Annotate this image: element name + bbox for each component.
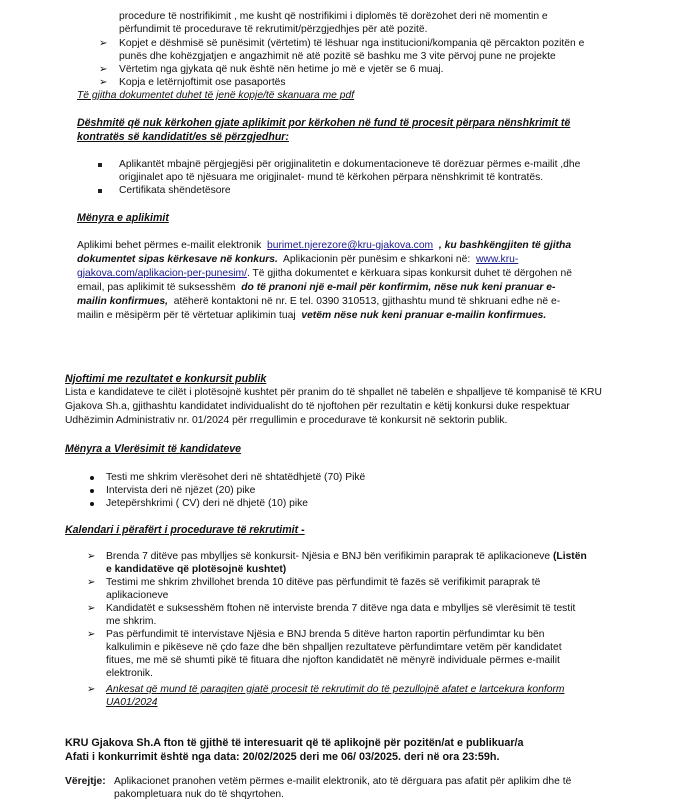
list-item-text: përfundimit të procedurave të rekrutimit/përzgjedhjes për atë pozitë.	[119, 24, 428, 35]
section-heading: Mënyra e aplikimit	[77, 212, 169, 224]
arrow-bullet-icon: ➢	[87, 551, 96, 562]
paragraph-line	[77, 282, 555, 294]
paragraph-line	[77, 310, 546, 322]
section-heading: Kalendari i përafërt i procedurave të rekrutimit -	[65, 524, 305, 536]
note-text: Aplikacionet pranohen vetëm përmes e-mailit elektronik, ato të dërguara pas afatit për aplikim dhe të	[114, 776, 572, 787]
paragraph-line	[77, 254, 518, 266]
arrow-bullet-icon: ➢	[99, 77, 108, 88]
text: . Të gjitha dokumentet e kërkuara sipas konkursit duhet të dërgohen në	[246, 268, 572, 279]
arrow-bullet-icon: ➢	[99, 64, 108, 75]
list-item-text: fitues, me më së shumti pikë të fituara dhe njofton kandidatët në mënyrë individuale përmes e-mailit	[106, 655, 560, 666]
list-item-text: e kandidatëve që plotësojnë kushtet)	[106, 564, 287, 575]
text: Brenda 7 ditëve pas mbylljes së konkursit- Njësia e BNJ bën verifikimin paraprak të aplikacioneve	[106, 551, 551, 562]
section-heading: Mënyra a Vlerësimit të kandidateve	[65, 443, 242, 455]
list-item-text: me shkrim.	[106, 616, 157, 627]
paragraph-line: Lista e kandidateve te cilët i plotësojnë kushtet për pranim do të shpallet në tabelën e shpalljeve të kompanisë të KRU	[65, 387, 602, 398]
arrow-bullet-icon: ➢	[87, 684, 96, 695]
arrow-bullet-icon: ➢	[87, 577, 96, 588]
list-item-text	[106, 551, 587, 563]
text: , ku bashkëngjiten të gjitha	[438, 240, 572, 251]
square-bullet-icon	[98, 189, 102, 193]
note-text: pakompletuara nuk do të shqyrtohen.	[114, 789, 285, 800]
list-item-text: origjinalet apo të njësuara me origjinalet- mund të kërkohen përpara nënshkrimit të kontratës.	[119, 172, 544, 183]
square-bullet-icon	[98, 163, 102, 167]
text: do të pranoni një e-mail për konfirmim, nëse nuk keni pranuar e-	[241, 282, 556, 293]
text: dokumentet sipas kërkesave në konkurs.	[77, 254, 278, 265]
list-item-text: punës dhe kohëzgjatjen e angazhimit në atë pozitë së bashku me 3 vite përvoj pune ne projekte	[119, 51, 556, 62]
list-item-text: Kopjet e dëshmisë së punësimit (vërtetim) të lëshuar nga institucioni/kompania që përcakton pozitën e	[119, 38, 585, 49]
list-item-text: Pas përfundimit të intervistave Njësia e BNJ brenda 5 ditëve harton raportin përfundimtar ku bën	[106, 629, 545, 640]
bullet-dot-icon	[90, 476, 94, 480]
closing-deadline: Afati i konkurrimit është nga data: 20/02/2025 deri me 06/ 03/2025. deri në ora 23:59h.	[65, 751, 500, 763]
text: (Listën	[553, 551, 587, 562]
section-heading: kontratës së kandidatit/es së përzgjedhur:	[77, 131, 289, 143]
text: Aplikimi behet përmes e-mailit elektronik	[77, 240, 262, 251]
list-item-text: Kandidatët e suksesshëm ftohen në interviste brenda 7 ditëve nga data e mbylljes së vlerësimit të testit	[106, 603, 576, 614]
list-item-text: Testimi me shkrim zhvillohet brenda 10 ditëve pas përfundimit të fazës së verifikimit paraprak të	[106, 577, 541, 588]
text: mailin konfirmues,	[77, 296, 168, 307]
list-item-text: Testi me shkrim vlerësohet deri në shtatëdhjetë (70) Pikë	[106, 472, 366, 483]
text: vetëm nëse nuk keni pranuar e-mailin konfirmues.	[301, 310, 547, 321]
paragraph-line: Gjakova Sh.a, gjithashtu kandidatet individualisht do të njoftohen për rezultatin e këtij konkursi duke respektuar	[65, 401, 570, 412]
arrow-bullet-icon: ➢	[87, 629, 96, 640]
list-item-text: Certifikata shëndetësore	[119, 185, 231, 196]
bullet-dot-icon	[90, 502, 94, 506]
list-item-text: Intervista deri në njëzet (20) pike	[106, 485, 256, 496]
section-heading: Dëshmitë që nuk kërkohen gjate aplikimit por kërkohen në fund të procesit përpara nënshkrimit të	[77, 117, 571, 129]
text: atëherë kontaktoni në nr. E tel. 0390 310513, gjithashtu mund të shkruani edhe në e-	[173, 296, 561, 307]
arrow-bullet-icon: ➢	[87, 603, 96, 614]
text: mailin e mësipërm për të vërtetuar aplikimin tuaj	[77, 310, 296, 321]
arrow-bullet-icon: ➢	[99, 38, 108, 49]
note-label: Vërejtje:	[65, 776, 106, 787]
application-link[interactable]: www.kru-	[475, 254, 519, 265]
text: Aplikacionin për punësim e shkarkoni në:	[283, 254, 471, 265]
paragraph-line	[77, 268, 572, 280]
list-item-text: aplikacioneve	[106, 590, 169, 601]
list-item-text: Ankesat që mund të paraqiten gjatë procesit të rekrutimit do të pezullojnë afatet e lartcekura konform	[106, 684, 565, 695]
email-link[interactable]: burimet.njerezore@kru-gjakova.com	[267, 240, 434, 251]
section-heading: Njoftimi me rezultatet e konkursit publik	[65, 373, 267, 385]
list-item-text: Kopja e letërnjoftimit ose pasaportës	[119, 77, 286, 88]
text: email, pas aplikimit të suksesshëm	[77, 282, 236, 293]
list-item-text: Vërtetim nga gjykata që nuk është nën hetime jo më e vjetër se 6 muaj.	[119, 64, 444, 75]
list-item-text: kalkulimin e pikëseve në çdo faze dhe bën shpalljen rezultateve përfundimtare vetëm për kandidatet	[106, 642, 562, 653]
bullet-dot-icon	[90, 489, 94, 493]
list-item-text: Jetepërshkrimi ( CV) deri në dhjetë (10) pike	[106, 498, 309, 509]
paragraph-line	[77, 240, 571, 252]
closing-invitation: KRU Gjakova Sh.A fton të gjithë të interesuarit që të aplikojnë për pozitën/at e publikuar/a	[65, 737, 524, 749]
list-item-text: procedure të nostrifikimit , me kusht që nostrifikimi i diplomës të dorëzohet deri në momentin e	[119, 11, 548, 22]
list-item-text: elektronik.	[106, 668, 153, 679]
documents-note: Të gjitha dokumentet duhet të jenë kopje/të skanuara me pdf	[77, 90, 355, 101]
list-item-text: UA01/2024	[106, 697, 158, 708]
application-link[interactable]: gjakova.com/aplikacion-per-punesim/	[77, 268, 247, 279]
paragraph-line: Udhëzimin Administrativ nr. 01/2024 për rregullimin e procedurave të konkursit në sektorin publik.	[65, 415, 508, 426]
paragraph-line	[77, 296, 560, 308]
list-item-text: Aplikantët mbajnë përgjegjësi për origjinalitetin e dokumentacioneve të dorëzuar përmes e-mailit ,dhe	[119, 159, 581, 170]
